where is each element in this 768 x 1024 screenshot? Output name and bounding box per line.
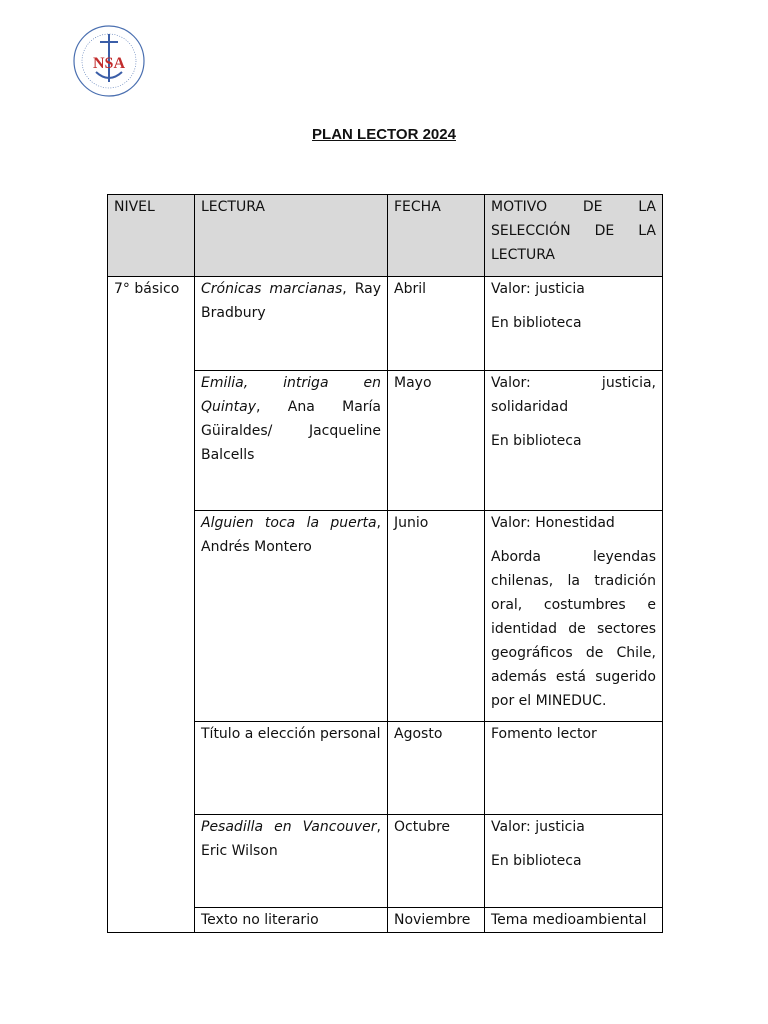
motive-cell — [485, 511, 663, 722]
motive-note: En biblioteca — [491, 433, 582, 449]
date-cell: Octubre — [388, 815, 485, 908]
motive-note: En biblioteca — [491, 853, 582, 869]
book-title: Alguien toca la puerta — [201, 515, 377, 531]
motive-note: En biblioteca — [491, 315, 582, 331]
book-author: , Ray Bradbury — [201, 281, 382, 321]
level-cell: 7° básico — [108, 277, 195, 933]
motive-value: Valor: justicia — [491, 819, 585, 835]
reading-cell — [195, 511, 388, 722]
motive-cell — [485, 908, 663, 933]
school-seal-logo — [72, 24, 146, 98]
date-cell: Junio — [388, 511, 485, 722]
header-fecha: FECHA — [388, 195, 485, 277]
book-title: Pesadilla en Vancouver — [201, 819, 377, 835]
motive-cell — [485, 277, 663, 371]
book-author: , Andrés Montero — [201, 515, 381, 555]
motive-value: Fomento lector — [491, 726, 597, 742]
book-title: Emilia, intriga en Quintay — [201, 375, 381, 415]
motive-cell — [485, 722, 663, 815]
book-title: Crónicas marcianas — [201, 281, 343, 297]
motive-value: Valor: justicia, solidaridad — [491, 375, 656, 415]
reading-cell — [195, 277, 388, 371]
motive-note: Aborda leyendas chilenas, la tradición oral, costumbres e identidad de sectores geográficos de Chile, además está sugerido por el MINEDUC. — [491, 549, 656, 709]
table-header-row — [108, 195, 663, 277]
reading-cell — [195, 815, 388, 908]
motive-value: Tema medioambiental — [491, 912, 647, 928]
header-nivel: NIVEL — [108, 195, 195, 277]
table-row — [108, 277, 663, 371]
book-author: , Eric Wilson — [201, 819, 381, 859]
book-author: Título a elección personal — [201, 726, 381, 742]
motive-cell — [485, 371, 663, 511]
motive-value: Valor: justicia — [491, 281, 585, 297]
reading-plan-table — [107, 194, 663, 933]
reading-cell — [195, 371, 388, 511]
motive-value: Valor: Honestidad — [491, 515, 615, 531]
reading-cell — [195, 722, 388, 815]
header-motivo: MOTIVO DE LA SELECCIÓN DE LA LECTURA — [485, 195, 663, 277]
reading-cell — [195, 908, 388, 933]
header-lectura: LECTURA — [195, 195, 388, 277]
date-cell: Mayo — [388, 371, 485, 511]
date-cell: Agosto — [388, 722, 485, 815]
date-cell: Noviembre — [388, 908, 485, 933]
date-cell: Abril — [388, 277, 485, 371]
book-author: , Ana María Güiraldes/ Jacqueline Balcells — [201, 399, 381, 463]
motive-cell — [485, 815, 663, 908]
svg-text:NSA: NSA — [92, 55, 126, 72]
page-title: PLAN LECTOR 2024 — [312, 126, 456, 143]
book-author: Texto no literario — [201, 912, 319, 928]
